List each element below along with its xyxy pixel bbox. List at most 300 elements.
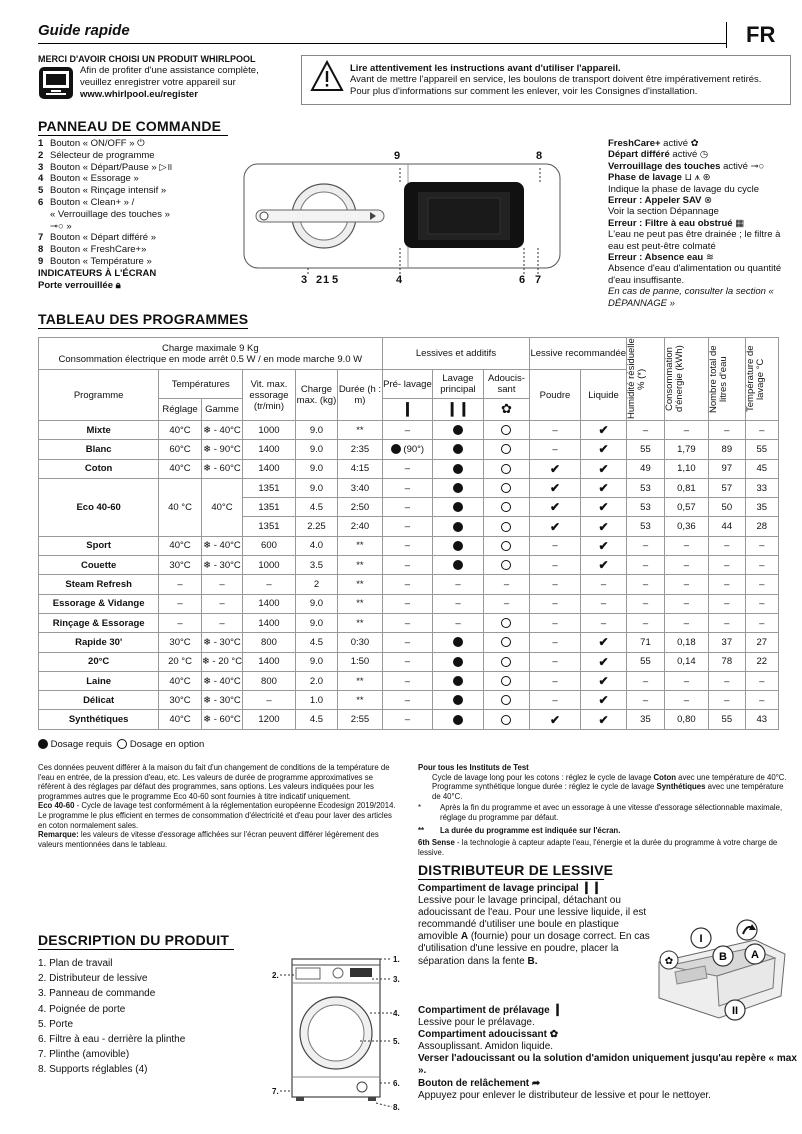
- table-cell: [530, 710, 581, 729]
- dispenser-drawing: [655, 918, 790, 1022]
- table-cell: [483, 691, 530, 710]
- table-cell: 49: [627, 459, 664, 478]
- list-item: 8. Supports réglables (4): [38, 1064, 148, 1076]
- table-cell: 28: [745, 517, 778, 536]
- wash-phase-icon: ⊔ ⩚ ⊛: [684, 172, 711, 184]
- table-row: [39, 691, 779, 710]
- table-cell: 71: [627, 633, 664, 652]
- ring-icon: [501, 541, 511, 551]
- language-code: FR: [746, 22, 776, 47]
- table-cell: 3:40: [338, 478, 382, 497]
- table-cell: –: [530, 536, 581, 555]
- table-cell: 53: [627, 478, 664, 497]
- table-cell: [483, 440, 530, 459]
- softener-text: Assouplissant. Amidon liquide.: [418, 1041, 554, 1053]
- door-locked-label: Porte verrouillée 🔒︎: [38, 279, 121, 291]
- table-cell: –: [530, 575, 581, 594]
- list-item: 4 Bouton « Essorage »: [38, 173, 139, 185]
- filled-dot-icon: [453, 541, 463, 551]
- table-cell: –: [627, 556, 664, 575]
- table-cell: 30°C: [159, 556, 201, 575]
- ring-icon: [117, 739, 127, 749]
- table-cell: [433, 652, 484, 671]
- table-cell: –: [243, 691, 296, 710]
- table-cell: 30°C: [159, 633, 201, 652]
- programme-name: Essorage & Vidange: [39, 594, 159, 613]
- programme-header: Programme: [39, 370, 159, 421]
- table-cell: –: [483, 575, 530, 594]
- ring-icon: [501, 676, 511, 686]
- table-cell: 20 °C: [159, 652, 201, 671]
- notes-right: [418, 763, 788, 857]
- table-cell: –: [745, 691, 778, 710]
- table-cell: 40°C: [159, 459, 201, 478]
- table-cell: 9.0: [295, 652, 337, 671]
- table-cell: –: [745, 613, 778, 632]
- check-icon: ✔: [598, 558, 609, 573]
- table-cell: –: [709, 421, 745, 440]
- list-item: 7. Plinthe (amovible): [38, 1049, 130, 1061]
- filled-dot-icon: [453, 637, 463, 647]
- note-star1: * Après la fin du programme et avec un essorage à une vitesse d'essorage sélectionnable maximale, réglage du programme par défaut.: [418, 803, 783, 822]
- indicator-filter: Erreur : Filtre à eau obstrué ▦: [608, 217, 745, 229]
- filled-dot-icon: [453, 676, 463, 686]
- table-cell: [483, 478, 530, 497]
- table-cell: –: [664, 556, 708, 575]
- table-cell: [483, 671, 530, 690]
- note-remark: Remarque: les valeurs de vitesse d'essorage affichées sur l'écran peuvent différer légèrement des valeurs mentionnées dans le tableau.: [38, 830, 379, 849]
- check-icon: ✔: [549, 461, 561, 476]
- table-cell: [483, 710, 530, 729]
- callout-1: 1: [323, 274, 330, 286]
- indicator-freshcare: FreshCare+ activé ✿: [608, 138, 699, 149]
- figure-label-ii: II: [731, 1005, 739, 1017]
- programme-name: Synthétiques: [39, 710, 159, 729]
- filled-dot-icon: [453, 657, 463, 667]
- table-cell: 1:50: [338, 652, 382, 671]
- table-header-row: [39, 338, 779, 370]
- register-line: veuillez enregistrer votre appareil sur: [80, 77, 236, 88]
- callout-8: 8.: [393, 1103, 400, 1112]
- table-cell: –: [709, 671, 745, 690]
- table-cell: ❄ - 20 °C: [201, 652, 242, 671]
- programme-name: Blanc: [39, 440, 159, 459]
- softener-title: Compartiment adoucissant ✿: [418, 1029, 559, 1041]
- tap-icon: ≋: [705, 252, 714, 264]
- callout-9: 9: [394, 150, 401, 162]
- note-cotton: Cycle de lavage long pour les cotons : réglez le cycle de lavage Coton avec une température de 40°C.: [432, 772, 787, 782]
- table-cell: 0,57: [664, 498, 708, 517]
- table-cell: –: [664, 671, 708, 690]
- callout-7: 7.: [272, 1087, 279, 1096]
- computer-icon: [38, 66, 74, 100]
- indicator-lock: Verrouillage des touches activé ⊸○: [608, 160, 765, 172]
- prewash-title: Compartiment de prélavage ❙: [418, 1002, 563, 1016]
- programme-name: Mixte: [39, 421, 159, 440]
- table-row: [39, 652, 779, 671]
- list-item: 6. Filtre à eau - derrière la plinthe: [38, 1034, 186, 1046]
- table-cell: [580, 478, 627, 497]
- list-item: 1. Plan de travail: [38, 958, 113, 969]
- check-icon: ✔: [549, 519, 561, 534]
- filled-dot-icon: [453, 560, 463, 570]
- table-cell: **: [338, 536, 382, 555]
- list-item: « Verrouillage des touches »: [50, 208, 170, 220]
- table-cell: 1400: [243, 613, 296, 632]
- list-item: 4. Poignée de porte: [38, 1003, 126, 1015]
- panel-title-rule: [38, 135, 228, 136]
- table-cell: [433, 517, 484, 536]
- table-cell: –: [664, 421, 708, 440]
- indicators-note: En cas de panne, consulter la section « DÉPANNAGE »: [608, 286, 774, 309]
- table-cell: [580, 556, 627, 575]
- table-cell: 33: [745, 478, 778, 497]
- note-eco: Eco 40-60 - Cycle de lavage test conformément à la réglementation européenne Ecodesign 2019/2014. Le programme le plus efficient en termes de consommation d'électricité et d'eau pour laver des articles en coton normalement sales.: [38, 801, 396, 830]
- check-icon: ✔: [598, 500, 609, 515]
- table-cell: [530, 498, 581, 517]
- table-cell: [580, 671, 627, 690]
- table-row: [39, 613, 779, 632]
- filter-icon: ▦: [735, 217, 745, 229]
- table-cell: 4.5: [295, 710, 337, 729]
- indicator-water: Erreur : Absence eau ≋: [608, 252, 714, 264]
- clock-icon: ◷: [699, 149, 709, 161]
- test-institutes-title: Pour tous les Instituts de Test: [418, 763, 529, 772]
- main-wash-icon: ❙❙: [581, 880, 602, 894]
- table-row: [39, 594, 779, 613]
- table-cell: [580, 459, 627, 478]
- table-cell: –: [201, 575, 242, 594]
- table-cell: [433, 536, 484, 555]
- list-item: 7 Bouton « Départ différé »: [38, 232, 156, 244]
- table-cell: ❄ - 40°C: [201, 421, 242, 440]
- programme-name: Steam Refresh: [39, 575, 159, 594]
- register-url[interactable]: www.whirlpool.eu/register: [80, 89, 198, 100]
- indicator-phase-desc: Indique la phase de lavage du cycle: [608, 183, 760, 195]
- table-cell: –: [382, 478, 433, 497]
- programme-name: Rapide 30': [39, 633, 159, 652]
- table-cell: [580, 421, 627, 440]
- list-item: 5. Porte: [38, 1018, 74, 1030]
- table-cell: 2.0: [295, 671, 337, 690]
- table-cell: –: [664, 613, 708, 632]
- table-cell: [483, 421, 530, 440]
- table-cell: [580, 691, 627, 710]
- table-cell: [483, 633, 530, 652]
- dispenser-section-title: DISTRIBUTEUR DE LESSIVE: [418, 862, 614, 878]
- table-cell: 89: [709, 440, 745, 459]
- softener-header: Adoucis- sant: [483, 370, 530, 399]
- table-cell: –: [433, 613, 484, 632]
- table-cell: –: [483, 594, 530, 613]
- check-icon: ✔: [598, 423, 609, 438]
- softener-warning: Verser l'adoucissant ou la solution d'amidon uniquement jusqu'au repère « max ».: [418, 1053, 797, 1077]
- table-row: [39, 671, 779, 690]
- table-cell: –: [382, 594, 433, 613]
- list-item: 6 Bouton « Clean+ » /: [38, 196, 135, 208]
- filled-dot-icon: [453, 483, 463, 493]
- table-row: [39, 440, 779, 459]
- table-row: [39, 633, 779, 652]
- table-cell: 40°C: [201, 478, 242, 536]
- table-cell: [580, 517, 627, 536]
- table-cell: –: [745, 594, 778, 613]
- table-cell: –: [382, 536, 433, 555]
- list-item: ⊸○ »: [50, 220, 72, 232]
- check-icon: ✔: [598, 635, 609, 650]
- table-cell: 2:35: [338, 440, 382, 459]
- callout-3: 3: [301, 274, 308, 286]
- table-cell: [580, 652, 627, 671]
- table-row: [39, 478, 779, 497]
- figure-label-i: I: [699, 933, 703, 945]
- table-cell: –: [627, 575, 664, 594]
- table-cell: –: [159, 613, 201, 632]
- check-icon: ✔: [549, 500, 561, 515]
- table-cell: [433, 691, 484, 710]
- table-row: [39, 536, 779, 555]
- energy-header: Consommation d'énergie (kWh): [664, 338, 708, 421]
- check-icon: ✔: [598, 442, 609, 457]
- table-cell: 27: [745, 633, 778, 652]
- table-cell: (90°): [382, 440, 433, 459]
- table-cell: 4.5: [295, 498, 337, 517]
- duration-header: Durée (h : m): [338, 370, 382, 421]
- callout-2: 2.: [272, 971, 279, 980]
- table-cell: –: [709, 556, 745, 575]
- table-cell: –: [382, 691, 433, 710]
- table-cell: –: [201, 594, 242, 613]
- table-cell: –: [433, 575, 484, 594]
- table-cell: –: [159, 575, 201, 594]
- filled-dot-icon: [453, 522, 463, 532]
- softener-icon: ✿: [664, 956, 674, 967]
- table-cell: 0,36: [664, 517, 708, 536]
- table-cell: [433, 421, 484, 440]
- check-icon: ✔: [549, 481, 561, 496]
- ring-icon: [501, 425, 511, 435]
- range-header: Gamme: [201, 399, 242, 421]
- prewash-icon: ❙: [382, 399, 433, 421]
- release-text: Appuyez pour enlever le distributeur de lessive et pour le nettoyer.: [418, 1089, 711, 1101]
- table-cell: [530, 517, 581, 536]
- ring-icon: [501, 715, 511, 725]
- table-cell: 9.0: [295, 594, 337, 613]
- check-icon: ✔: [598, 519, 609, 534]
- table-cell: –: [627, 421, 664, 440]
- dispenser-text: [418, 881, 654, 968]
- ring-icon: [501, 657, 511, 667]
- programmes-table: [38, 337, 779, 730]
- list-item: 2. Distributeur de lessive: [38, 973, 148, 985]
- wrench-icon: ⊗: [704, 195, 713, 207]
- table-cell: [433, 671, 484, 690]
- powder-header: Poudre: [530, 370, 581, 421]
- table-cell: 44: [709, 517, 745, 536]
- table-cell: 1,10: [664, 459, 708, 478]
- wash-temp-header: Température de lavage °C: [745, 338, 778, 421]
- table-cell: 9.0: [295, 478, 337, 497]
- programmes-table-body: [39, 421, 779, 730]
- table-cell: 1400: [243, 459, 296, 478]
- check-icon: ✔: [598, 481, 609, 496]
- table-cell: –: [382, 613, 433, 632]
- callout-5: 5.: [393, 1037, 400, 1046]
- table-cell: –: [709, 536, 745, 555]
- note-star2: ** La durée du programme est indiquée sur l'écran.: [418, 825, 621, 835]
- detergents-header: Lessives et additifs: [382, 338, 530, 370]
- table-cell: 600: [243, 536, 296, 555]
- table-cell: 9.0: [295, 459, 337, 478]
- table-cell: 40°C: [159, 536, 201, 555]
- display-indicators: [608, 138, 788, 309]
- table-cell: –: [530, 652, 581, 671]
- table-cell: –: [627, 691, 664, 710]
- table-cell: [580, 498, 627, 517]
- ring-icon: [501, 695, 511, 705]
- table-cell: [483, 613, 530, 632]
- register-text: [80, 65, 280, 101]
- dosage-legend: Dosage requis Dosage en option: [38, 739, 204, 750]
- table-cell: 2:50: [338, 498, 382, 517]
- ring-icon: [501, 618, 511, 628]
- load-header: Charge maximale 9 Kg Consommation électrique en mode arrêt 0.5 W / en mode marche 9.0 W: [39, 338, 383, 370]
- callout-6: 6: [519, 274, 526, 286]
- liquid-header: Liquide: [580, 370, 627, 421]
- table-cell: 1,79: [664, 440, 708, 459]
- check-icon: ✔: [598, 674, 609, 688]
- page-title: Guide rapide: [38, 22, 130, 39]
- prewash-header: Pré- lavage: [382, 370, 433, 399]
- recommended-detergent-header: Lessive recommandée: [530, 338, 627, 370]
- list-item: 1 Bouton « ON/OFF » ⏻: [38, 138, 145, 149]
- table-cell: 53: [627, 517, 664, 536]
- table-cell: –: [382, 575, 433, 594]
- table-cell: –: [530, 421, 581, 440]
- table-cell: 53: [627, 498, 664, 517]
- table-cell: [580, 710, 627, 729]
- table-cell: –: [530, 556, 581, 575]
- table-cell: [580, 633, 627, 652]
- water-header: Nombre total de litres d'eau: [709, 338, 745, 421]
- table-cell: –: [580, 613, 627, 632]
- table-cell: 60°C: [159, 440, 201, 459]
- warning-icon: [310, 60, 344, 92]
- table-cell: [433, 633, 484, 652]
- indicator-filter-desc: L'eau ne peut pas être drainée ; le filtre à eau est peut-être colmaté: [608, 229, 781, 252]
- table-cell: [483, 652, 530, 671]
- ring-icon: [501, 560, 511, 570]
- table-cell: 1000: [243, 421, 296, 440]
- dispenser-title-rule: [418, 879, 604, 880]
- table-cell: 30°C: [159, 691, 201, 710]
- indicators-title: INDICATEURS À L'ÉCRAN: [38, 267, 157, 279]
- table-cell: [433, 478, 484, 497]
- table-cell: –: [745, 536, 778, 555]
- filled-dot-icon: [453, 444, 463, 454]
- washing-machine-drawing: [280, 955, 400, 1115]
- table-cell: ❄ - 30°C: [201, 556, 242, 575]
- table-cell: –: [530, 613, 581, 632]
- table-cell: –: [709, 594, 745, 613]
- table-cell: 97: [709, 459, 745, 478]
- table-cell: 45: [745, 459, 778, 478]
- table-cell: ❄ - 40°C: [201, 536, 242, 555]
- table-cell: [530, 478, 581, 497]
- table-cell: 40°C: [159, 710, 201, 729]
- table-cell: 50: [709, 498, 745, 517]
- table-cell: 78: [709, 652, 745, 671]
- table-cell: [433, 459, 484, 478]
- table-cell: –: [709, 575, 745, 594]
- figure-label-b: B: [719, 951, 727, 963]
- table-cell: –: [433, 594, 484, 613]
- table-cell: –: [530, 440, 581, 459]
- prewash-text: Lessive pour le prélavage.: [418, 1017, 535, 1029]
- table-cell: 2.25: [295, 517, 337, 536]
- table-cell: 1.0: [295, 691, 337, 710]
- table-cell: 4.5: [295, 633, 337, 652]
- table-cell: **: [338, 671, 382, 690]
- table-cell: –: [382, 459, 433, 478]
- table-cell: **: [338, 575, 382, 594]
- temperatures-header: Températures: [159, 370, 243, 399]
- filled-dot-icon: [391, 444, 401, 454]
- filled-dot-icon: [453, 715, 463, 725]
- table-cell: 55: [627, 440, 664, 459]
- table-cell: 0,18: [664, 633, 708, 652]
- list-item: 2 Sélecteur de programme: [38, 149, 155, 161]
- table-cell: –: [664, 691, 708, 710]
- table-cell: 35: [627, 710, 664, 729]
- callout-2: 2: [316, 274, 323, 286]
- table-cell: **: [338, 556, 382, 575]
- table-cell: 1351: [243, 478, 296, 497]
- mainwash-header: Lavage principal: [433, 370, 484, 399]
- table-cell: ❄ - 30°C: [201, 633, 242, 652]
- indicator-phase: Phase de lavage ⊔ ⩚ ⊛: [608, 172, 711, 184]
- table-cell: 55: [709, 710, 745, 729]
- callout-8: 8: [536, 150, 543, 162]
- programmes-section-title: TABLEAU DES PROGRAMMES: [38, 311, 249, 327]
- programmes-title-rule: [38, 328, 248, 329]
- table-cell: 0,81: [664, 478, 708, 497]
- check-icon: ✔: [598, 538, 609, 553]
- table-cell: –: [709, 613, 745, 632]
- table-cell: –: [243, 575, 296, 594]
- warning-title: Lire attentivement les instructions avant d'utiliser l'appareil.: [350, 63, 621, 74]
- freshcare-icon: ✿: [690, 138, 699, 149]
- callout-6: 6.: [393, 1079, 400, 1088]
- table-cell: –: [664, 594, 708, 613]
- ring-icon: [501, 502, 511, 512]
- table-cell: –: [664, 536, 708, 555]
- indicator-sav: Erreur : Appeler SAV ⊗: [608, 195, 713, 207]
- table-cell: –: [382, 517, 433, 536]
- mainwash-icon: ❙❙: [433, 399, 484, 421]
- table-cell: 4:15: [338, 459, 382, 478]
- table-cell: 40°C: [159, 421, 201, 440]
- list-item: 5 Bouton « Rinçage intensif »: [38, 185, 167, 197]
- callout-4: 4.: [393, 1009, 400, 1018]
- spin-header: Vit. max. essorage (tr/min): [243, 370, 296, 421]
- table-cell: ❄ - 60°C: [201, 710, 242, 729]
- table-cell: [483, 556, 530, 575]
- ring-icon: [501, 637, 511, 647]
- product-parts-list: [38, 956, 185, 1078]
- filled-dot-icon: [453, 695, 463, 705]
- product-title-rule: [38, 949, 234, 950]
